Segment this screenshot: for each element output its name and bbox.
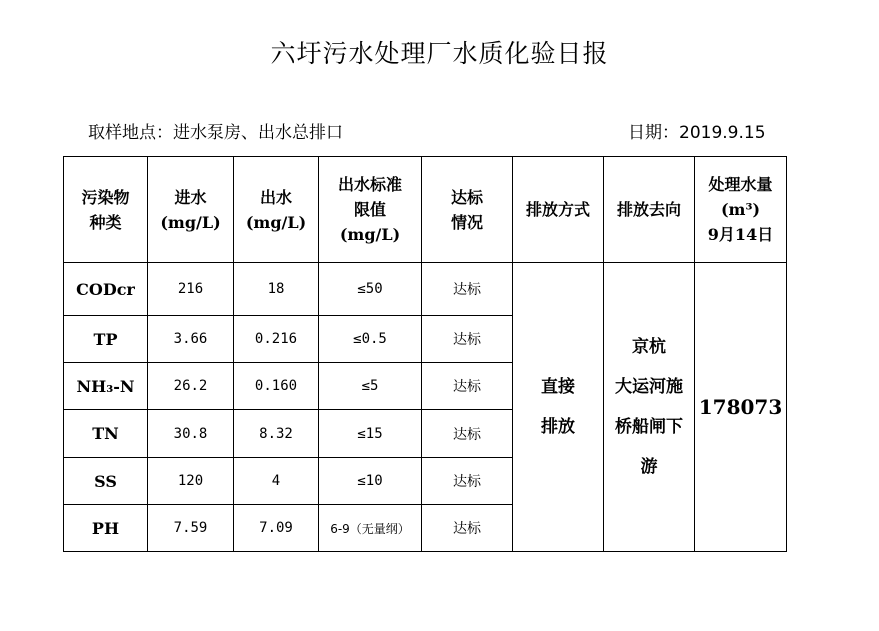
effluent-value: 0.216 bbox=[234, 316, 319, 363]
pollutant-name: TP bbox=[64, 316, 148, 363]
table-row bbox=[64, 263, 787, 316]
effluent-value: 18 bbox=[234, 263, 319, 316]
pollutant-name: CODcr bbox=[64, 263, 148, 316]
report-date: 日期：2019.9.15 bbox=[628, 123, 766, 143]
standard-limit: ≤5 bbox=[319, 363, 422, 410]
influent-value: 26.2 bbox=[148, 363, 234, 410]
pollutant-name: TN bbox=[64, 410, 148, 458]
water-quality-table bbox=[63, 156, 787, 552]
influent-value: 30.8 bbox=[148, 410, 234, 458]
pollutant-name: SS bbox=[64, 458, 148, 505]
compliance-status: 达标 bbox=[422, 316, 513, 363]
header-compliance: 达标 情况 bbox=[422, 157, 513, 263]
header-influent: 进水 (mg/L) bbox=[148, 157, 234, 263]
standard-limit: 6-9（无量纲） bbox=[319, 505, 422, 552]
discharge-method: 直接 排放 bbox=[513, 263, 604, 552]
compliance-status: 达标 bbox=[422, 363, 513, 410]
report-title: 六圩污水处理厂水质化验日报 bbox=[270, 39, 609, 68]
discharge-destination: 京杭 大运河施 桥船闸下 游 bbox=[604, 263, 695, 552]
effluent-value: 0.160 bbox=[234, 363, 319, 410]
header-row bbox=[64, 157, 787, 263]
pollutant-name: PH bbox=[64, 505, 148, 552]
header-standard: 出水标准 限值 (mg/L) bbox=[319, 157, 422, 263]
compliance-status: 达标 bbox=[422, 505, 513, 552]
treated-volume: 178073 bbox=[695, 263, 787, 552]
pollutant-name: NH₃-N bbox=[64, 363, 148, 410]
header-effluent: 出水 (mg/L) bbox=[234, 157, 319, 263]
compliance-status: 达标 bbox=[422, 458, 513, 505]
standard-limit: ≤0.5 bbox=[319, 316, 422, 363]
influent-value: 120 bbox=[148, 458, 234, 505]
influent-value: 3.66 bbox=[148, 316, 234, 363]
header-volume: 处理水量 (m³) 9月14日 bbox=[695, 157, 787, 263]
sampling-location: 取样地点：进水泵房、出水总排口 bbox=[88, 123, 343, 143]
compliance-status: 达标 bbox=[422, 263, 513, 316]
header-discharge-destination: 排放去向 bbox=[604, 157, 695, 263]
standard-limit: ≤15 bbox=[319, 410, 422, 458]
influent-value: 7.59 bbox=[148, 505, 234, 552]
effluent-value: 7.09 bbox=[234, 505, 319, 552]
header-discharge-method: 排放方式 bbox=[513, 157, 604, 263]
header-pollutant: 污染物 种类 bbox=[64, 157, 148, 263]
compliance-status: 达标 bbox=[422, 410, 513, 458]
effluent-value: 8.32 bbox=[234, 410, 319, 458]
influent-value: 216 bbox=[148, 263, 234, 316]
effluent-value: 4 bbox=[234, 458, 319, 505]
standard-limit: ≤10 bbox=[319, 458, 422, 505]
standard-limit: ≤50 bbox=[319, 263, 422, 316]
